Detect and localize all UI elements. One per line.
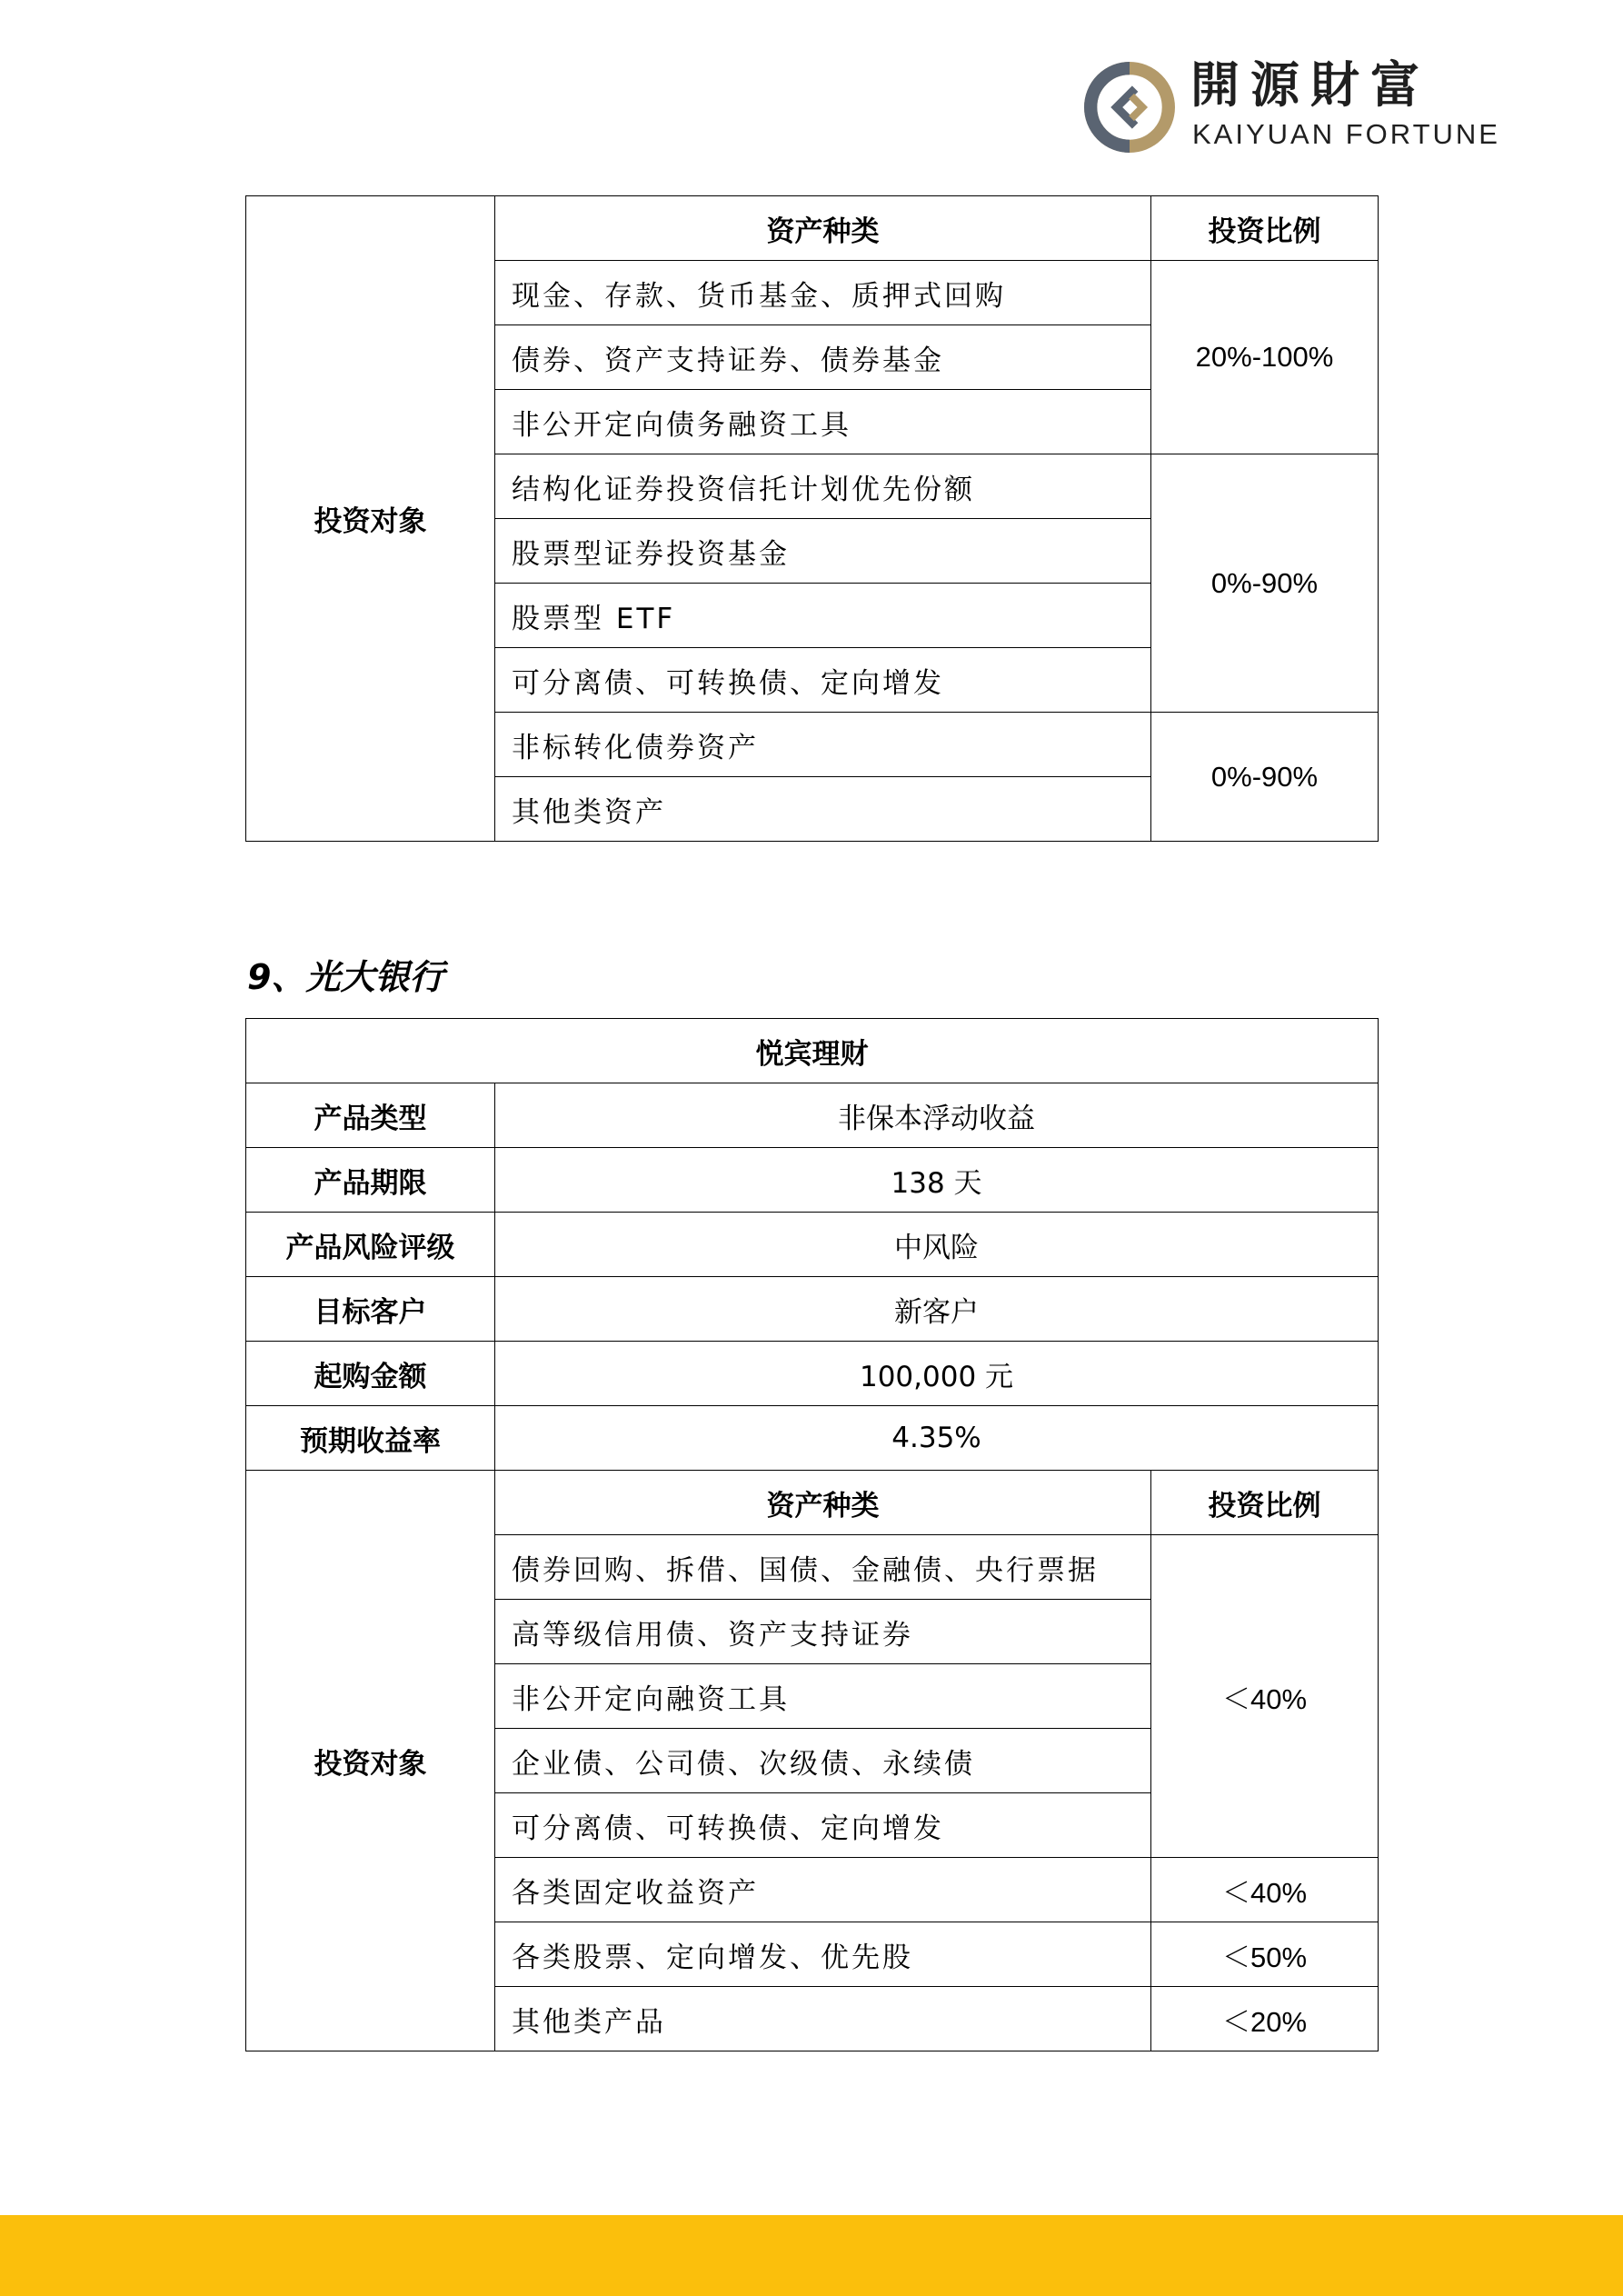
asset-item: 非公开定向债务融资工具: [495, 390, 1151, 454]
logo-english-text: KAIYUAN FORTUNE: [1192, 118, 1500, 150]
logo-chinese-text: 開源財富: [1190, 56, 1430, 114]
target-client-label: 目标客户: [246, 1277, 495, 1342]
asset-item: 非公开定向融资工具: [495, 1664, 1151, 1729]
asset-item: 债券回购、拆借、国债、金融债、央行票据: [495, 1535, 1151, 1600]
ratio-value: 0%-90%: [1151, 713, 1379, 842]
ratio-value: ＜40%: [1151, 1858, 1379, 1922]
asset-item: 结构化证券投资信托计划优先份额: [495, 454, 1151, 519]
min-amount-label: 起购金额: [246, 1342, 495, 1406]
product-type-label: 产品类型: [246, 1083, 495, 1148]
risk-rating-label: 产品风险评级: [246, 1213, 495, 1277]
logo-emblem-icon: [1083, 61, 1176, 154]
asset-item: 可分离债、可转换债、定向增发: [495, 648, 1151, 713]
expected-return-value: 4.35%: [495, 1406, 1379, 1471]
ratio-value: ＜20%: [1151, 1987, 1379, 2051]
section-heading: 9、光大银行: [247, 957, 444, 997]
risk-rating-value: 中风险: [495, 1213, 1379, 1277]
asset-item: 股票型证券投资基金: [495, 519, 1151, 584]
ratio-value: 0%-90%: [1151, 454, 1379, 713]
product-term-value: 138 天: [495, 1148, 1379, 1213]
product-type-value: 非保本浮动收益: [495, 1083, 1379, 1148]
asset-item: 可分离债、可转换债、定向增发: [495, 1793, 1151, 1858]
investment-target-label: 投资对象: [246, 196, 495, 842]
ratio-header: 投资比例: [1151, 1471, 1379, 1535]
ratio-header: 投资比例: [1151, 196, 1379, 261]
asset-item: 股票型 ETF: [495, 584, 1151, 648]
min-amount-value: 100,000 元: [495, 1342, 1379, 1406]
asset-item: 债券、资产支持证券、债券基金: [495, 325, 1151, 390]
asset-type-header: 资产种类: [495, 1471, 1151, 1535]
investment-allocation-table: [245, 195, 1379, 842]
asset-item: 各类固定收益资产: [495, 1858, 1151, 1922]
ratio-value: 20%-100%: [1151, 261, 1379, 454]
ratio-value: ＜50%: [1151, 1922, 1379, 1987]
target-client-value: 新客户: [495, 1277, 1379, 1342]
kaiyuan-fortune-logo: [1083, 56, 1501, 158]
ratio-value: ＜40%: [1151, 1535, 1379, 1858]
asset-item: 各类股票、定向增发、优先股: [495, 1922, 1151, 1987]
asset-item: 高等级信用债、资产支持证券: [495, 1600, 1151, 1664]
asset-type-header: 资产种类: [495, 196, 1151, 261]
product-title: 悦宾理财: [246, 1019, 1379, 1083]
asset-item: 现金、存款、货币基金、质押式回购: [495, 261, 1151, 325]
footer-bar: [0, 2215, 1623, 2296]
expected-return-label: 预期收益率: [246, 1406, 495, 1471]
investment-target-label: 投资对象: [246, 1471, 495, 2051]
asset-item: 其他类产品: [495, 1987, 1151, 2051]
product-term-label: 产品期限: [246, 1148, 495, 1213]
asset-item: 企业债、公司债、次级债、永续债: [495, 1729, 1151, 1793]
asset-item: 非标转化债券资产: [495, 713, 1151, 777]
asset-item: 其他类资产: [495, 777, 1151, 842]
product-info-table: [245, 1018, 1379, 2051]
